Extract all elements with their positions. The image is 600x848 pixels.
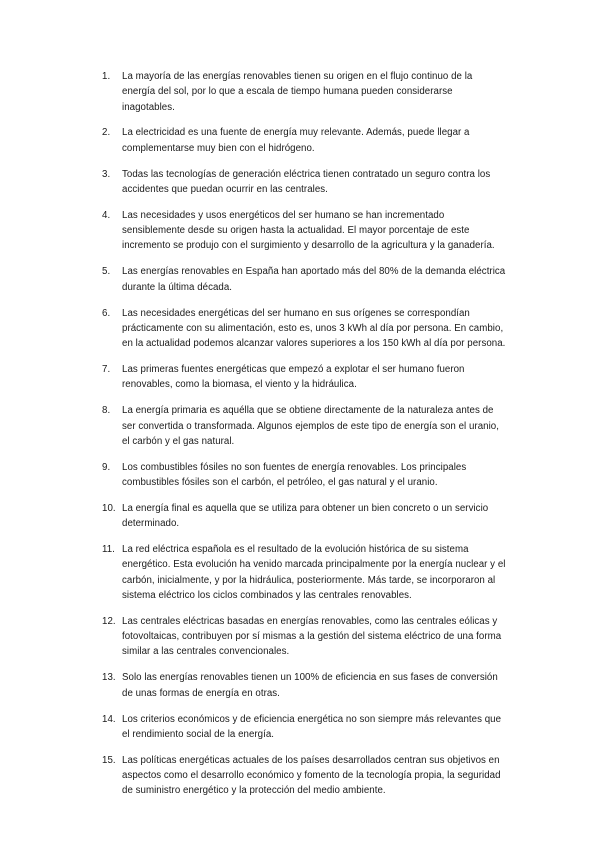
item-text: Todas las tecnologías de generación eléctrica tienen contratado un seguro contra los accidentes que puedan ocurrir en las centrales. <box>122 168 491 195</box>
list-item <box>102 264 506 295</box>
item-number: 9. <box>102 461 111 473</box>
list-item <box>102 362 506 393</box>
list-item <box>102 753 506 799</box>
item-text: Las primeras fuentes energéticas que empezó a explotar el ser humano fueron renovables, como la biomasa, el viento y la hidráulica. <box>122 364 465 391</box>
list-item <box>102 501 506 532</box>
item-number: 8. <box>102 405 111 417</box>
list-item <box>102 403 506 449</box>
item-number: 10. <box>102 502 116 514</box>
list-item <box>102 670 506 701</box>
item-text: La mayoría de las energías renovables tienen su origen en el flujo continuo de la energía del sol, por lo que a escala de tiempo humana pueden considerarse inagotables. <box>122 71 473 113</box>
statement-list <box>102 69 506 809</box>
item-number: 6. <box>102 307 111 319</box>
item-number: 13. <box>102 672 116 684</box>
list-item <box>102 69 506 115</box>
item-text: Solo las energías renovables tienen un 100% de eficiencia en sus fases de conversión de unas formas de energía en otras. <box>122 672 498 699</box>
item-number: 12. <box>102 615 116 627</box>
item-number: 11. <box>102 544 115 556</box>
item-text: Las políticas energéticas actuales de los países desarrollados centran sus objetivos en aspectos como el desarrollo económico y fomento de la tecnología propia, la seguridad de suministro energético y la protección del medio ambiente. <box>122 754 501 797</box>
item-text: Los criterios económicos y de eficiencia energética no son siempre más relevantes que el rendimiento social de la energía. <box>122 713 502 740</box>
item-text: Las centrales eléctricas basadas en energías renovables, como las centrales eólicas y fotovoltaicas, contribuyen por sí mismas a la gestión del sistema eléctrico de una forma similar a las centrales convencionales. <box>122 615 502 658</box>
item-number: 3. <box>102 168 111 180</box>
item-text: Los combustibles fósiles no son fuentes de energía renovables. Los principales combustibles fósiles son el carbón, el petróleo, el gas natural y el uranio. <box>122 461 467 488</box>
item-text: Las energías renovables en España han aportado más del 80% de la demanda eléctrica durante la última década. <box>122 266 506 293</box>
list-item <box>102 460 506 491</box>
item-text: La red eléctrica española es el resultado de la evolución histórica de su sistema energético. Esta evolución ha venido marcada principalmente por la energía nuclear y el carbón, inicialmente, y por la hidráulica, posteriormente. Más tarde, se incorporaron al sistema eléctrico los ciclos combinados y las centrales renovables. <box>122 544 506 601</box>
list-item <box>102 614 506 660</box>
item-number: 14. <box>102 713 116 725</box>
item-number: 1. <box>102 71 111 82</box>
item-number: 4. <box>102 209 111 221</box>
list-item <box>102 542 506 603</box>
list-item <box>102 208 506 254</box>
item-text: La energía final es aquella que se utiliza para obtener un bien concreto o un servicio determinado. <box>122 502 489 530</box>
item-number: 15. <box>102 754 116 766</box>
item-text: La electricidad es una fuente de energía muy relevante. Además, puede llegar a complementarse muy bien con el hidrógeno. <box>122 127 470 154</box>
item-number: 2. <box>102 127 111 139</box>
list-item <box>102 306 506 352</box>
list-item <box>102 167 506 198</box>
list-item <box>102 712 506 743</box>
item-number: 5. <box>102 266 111 278</box>
item-text: Las necesidades y usos energéticos del ser humano se han incrementado sensiblemente desde su origen hasta la actualidad. El mayor porcentaje de este incremento se produjo con el surgimiento y desarrollo de la agricultura y la ganadería. <box>122 209 495 252</box>
item-number: 7. <box>102 364 111 376</box>
item-text: La energía primaria es aquélla que se obtiene directamente de la naturaleza antes de ser convertida o transformada. Algunos ejemplos de este tipo de energía son el uranio, el carbón y el gas natural. <box>122 405 499 447</box>
item-text: Las necesidades energéticas del ser humano en sus orígenes se correspondían prácticamente con su alimentación, esto es, unos 3 kWh al día por persona. En cambio, en la actualidad podemos alcanzar valores superiores a los 150 kWh al día por persona. <box>122 307 506 350</box>
list-item <box>102 125 506 156</box>
